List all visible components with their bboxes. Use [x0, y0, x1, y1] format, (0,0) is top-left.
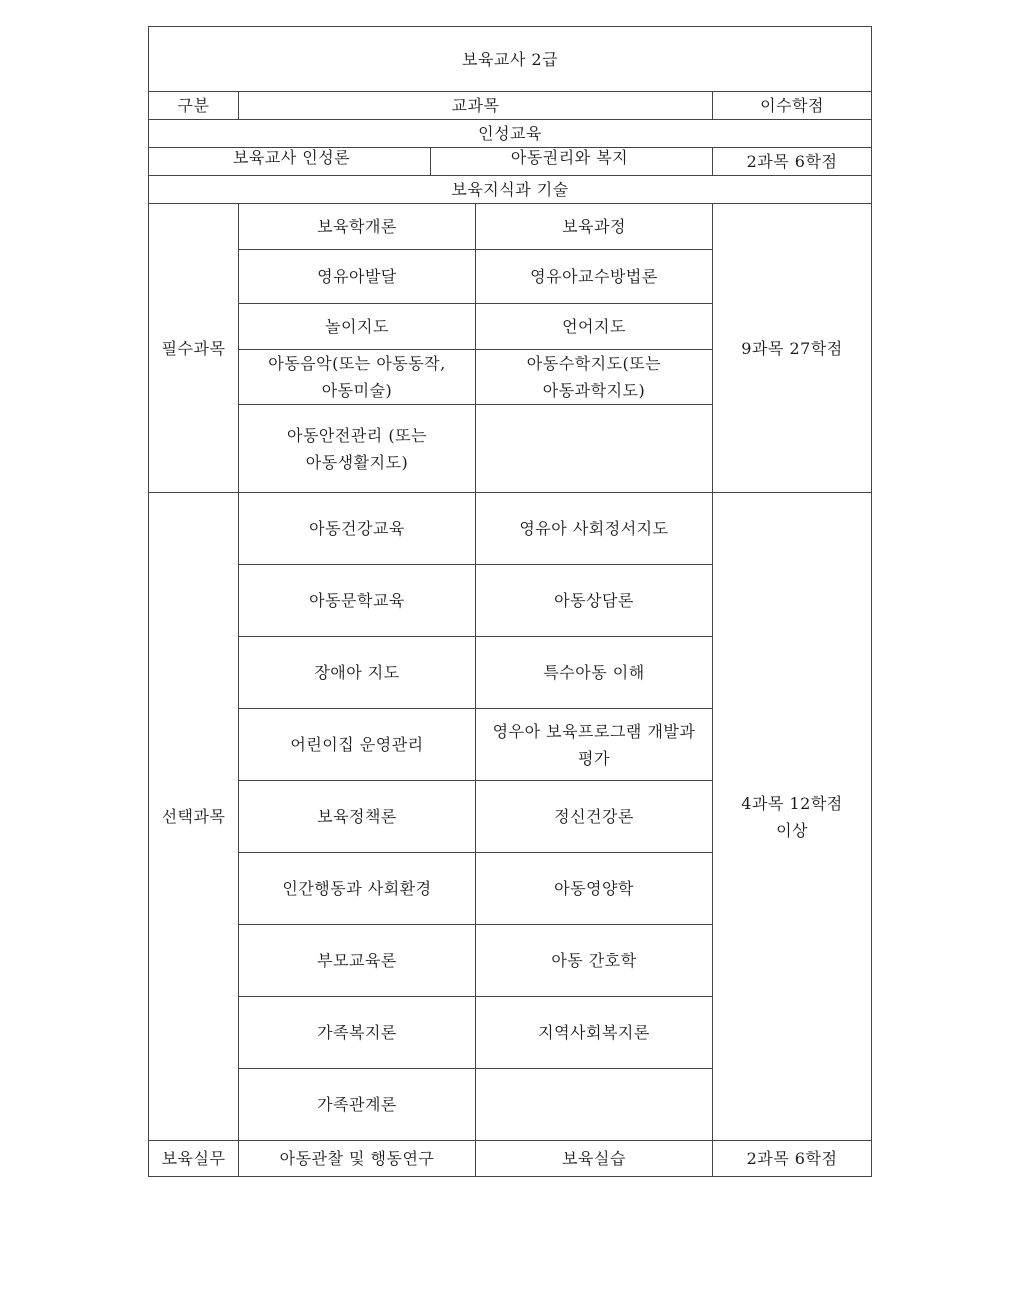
practice-label: 보육실무 — [149, 1141, 239, 1177]
table-cell: 아동건강교육 — [239, 493, 476, 565]
table-cell: 영유아교수방법론 — [476, 250, 713, 304]
header-category: 구분 — [149, 92, 239, 120]
character-subjects — [149, 148, 713, 176]
curriculum-sheet — [148, 26, 871, 1177]
table-cell: 보육정책론 — [239, 781, 476, 853]
table-cell: 보육학개론 — [239, 204, 476, 250]
table-row — [149, 493, 872, 565]
table-cell — [476, 405, 713, 493]
table-cell: 아동안전관리 (또는 아동생활지도) — [239, 405, 476, 493]
table-cell: 부모교육론 — [239, 925, 476, 997]
table-cell: 정신건강론 — [476, 781, 713, 853]
table-cell: 지역사회복지론 — [476, 997, 713, 1069]
table-cell: 언어지도 — [476, 304, 713, 350]
table-cell: 보육과정 — [476, 204, 713, 250]
character-subject-left: 보육교사 인성론 — [153, 148, 431, 175]
header-row — [149, 92, 872, 120]
practice-row — [149, 1141, 872, 1177]
section-character-row — [149, 120, 872, 148]
required-credits: 9과목 27학점 — [713, 204, 872, 493]
table-cell: 특수아동 이해 — [476, 637, 713, 709]
header-subjects: 교과목 — [239, 92, 713, 120]
table-cell: 영유아발달 — [239, 250, 476, 304]
table-cell: 영유아 사회정서지도 — [476, 493, 713, 565]
table-cell: 영우아 보육프로그램 개발과 평가 — [476, 709, 713, 781]
table-cell: 아동문학교육 — [239, 565, 476, 637]
table-cell: 아동수학지도(또는 아동과학지도) — [476, 350, 713, 405]
curriculum-table — [148, 26, 872, 1177]
table-row — [149, 204, 872, 250]
elective-label: 선택과목 — [149, 493, 239, 1141]
practice-credits: 2과목 6학점 — [713, 1141, 872, 1177]
table-cell: 아동상담론 — [476, 565, 713, 637]
table-cell: 가족관계론 — [239, 1069, 476, 1141]
header-credits: 이수학점 — [713, 92, 872, 120]
section-character: 인성교육 — [149, 120, 872, 148]
practice-subject-left: 아동관찰 및 행동연구 — [239, 1141, 476, 1177]
character-row — [149, 148, 872, 176]
table-cell — [476, 1069, 713, 1141]
elective-credits: 4과목 12학점 이상 — [713, 493, 872, 1141]
table-cell: 인간행동과 사회환경 — [239, 853, 476, 925]
title-row — [149, 27, 872, 92]
section-knowledge: 보육지식과 기술 — [149, 176, 872, 204]
table-title: 보육교사 2급 — [149, 27, 872, 92]
section-knowledge-row — [149, 176, 872, 204]
table-cell: 아동음악(또는 아동동작, 아동미술) — [239, 350, 476, 405]
required-label: 필수과목 — [149, 204, 239, 493]
character-subject-right: 아동권리와 복지 — [510, 148, 629, 167]
table-cell: 장애아 지도 — [239, 637, 476, 709]
table-cell: 가족복지론 — [239, 997, 476, 1069]
table-cell: 어린이집 운영관리 — [239, 709, 476, 781]
practice-subject-right: 보육실습 — [476, 1141, 713, 1177]
table-cell: 아동영양학 — [476, 853, 713, 925]
character-credits: 2과목 6학점 — [713, 148, 872, 176]
table-cell: 놀이지도 — [239, 304, 476, 350]
table-cell: 아동 간호학 — [476, 925, 713, 997]
